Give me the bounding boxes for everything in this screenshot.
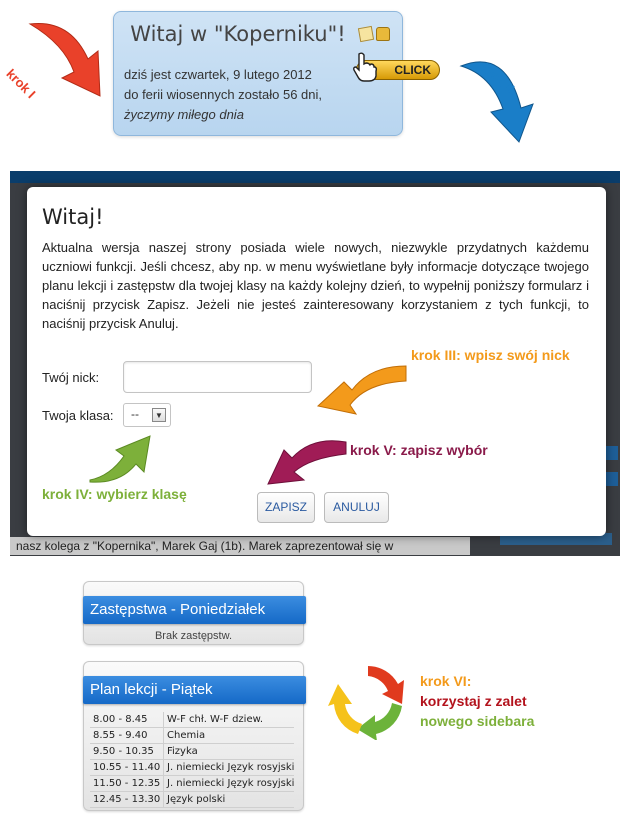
step4-label: krok IV: wybierz klasę xyxy=(42,486,187,502)
schedule-time: 12.45 - 13.30 xyxy=(93,794,161,805)
schedule-time: 8.55 - 9.40 xyxy=(93,730,148,741)
chevron-down-icon[interactable]: ▼ xyxy=(152,408,166,422)
step6-line3: nowego sidebara xyxy=(420,713,535,729)
schedule-row xyxy=(90,712,294,728)
step6-line1: krok VI: xyxy=(420,673,472,689)
schedule-time: 8.00 - 8.45 xyxy=(93,714,148,725)
edit-icon[interactable] xyxy=(358,26,374,42)
step5-label: krok V: zapisz wybór xyxy=(350,442,488,458)
step4-arrow-icon xyxy=(88,432,158,484)
cycle-arrows-icon xyxy=(328,660,408,740)
schedule-widget xyxy=(83,661,304,811)
click-badge: CLICK xyxy=(356,60,440,80)
modal-description: Aktualna wersja naszej strony posiada wiele nowych, niezwykle przydatnych każdemu uczniowi funkcji. Jeśli chcesz, aby np. w menu wyświetlane były informacje dotyczące twojego planu lekcji i zastępstw dla twojej klasy na każdy kolejny dzień, to wypełnij poniższy formularz i naciśnij przycisk Zapisz. Jeżeli nie jesteś zainteresowany korzystaniem z tych funkcji, to naciśnij przycisk Anuluj. xyxy=(42,240,589,331)
step5-arrow-icon xyxy=(262,434,348,486)
substitutions-widget xyxy=(83,581,304,645)
class-label: Twoja klasa: xyxy=(42,408,114,423)
schedule-row xyxy=(90,792,294,808)
welcome-wish: życzymy miłego dnia xyxy=(124,107,244,122)
welcome-tools xyxy=(359,27,390,41)
schedule-time: 9.50 - 10.35 xyxy=(93,746,154,757)
schedule-row xyxy=(90,728,294,744)
substitutions-empty: Brak zastępstw. xyxy=(154,630,233,642)
nick-input[interactable] xyxy=(123,361,312,393)
schedule-subject: Język polski xyxy=(167,794,226,805)
welcome-title: Witaj w "Koperniku"! xyxy=(130,22,346,46)
hand-cursor-icon xyxy=(352,52,378,82)
lock-icon[interactable] xyxy=(376,27,390,41)
cancel-button[interactable]: ANULUJ xyxy=(324,492,389,523)
step6-line2: korzystaj z zalet xyxy=(420,693,527,709)
save-button[interactable]: ZAPISZ xyxy=(257,492,315,523)
schedule-subject: Chemia xyxy=(167,730,206,741)
step2-arrow-icon xyxy=(455,48,547,144)
welcome-date: dziś jest czwartek, 9 lutego 2012 xyxy=(124,67,312,82)
welcome-countdown: do ferii wiosennych zostało 56 dni, xyxy=(124,87,323,102)
step6-label xyxy=(420,671,534,731)
schedule-subject: W-F chł. W-F dziew. xyxy=(167,714,264,725)
schedule-row xyxy=(90,760,294,776)
step3-label: krok III: wpisz swój nick xyxy=(411,347,570,363)
class-select[interactable] xyxy=(123,403,171,427)
substitutions-header[interactable]: Zastępstwa - Poniedziałek xyxy=(83,596,306,624)
schedule-row xyxy=(90,776,294,792)
schedule-row xyxy=(90,744,294,760)
step3-arrow-icon xyxy=(314,360,414,416)
nick-label: Twój nick: xyxy=(42,370,100,385)
step2-label: krok II xyxy=(478,60,518,97)
schedule-subject: J. niemiecki Język rosyjski xyxy=(167,778,295,789)
step1-label: krok I xyxy=(3,66,39,102)
modal-title: Witaj! xyxy=(42,205,104,229)
schedule-subject: Fizyka xyxy=(167,746,198,757)
schedule-time: 10.55 - 11.40 xyxy=(93,762,161,773)
background-article-text: nasz kolega z "Kopernika", Marek Gaj (1b). Marek zaprezentował się w xyxy=(10,537,470,555)
class-select-value: -- xyxy=(131,407,139,421)
schedule-time: 11.50 - 12.35 xyxy=(93,778,161,789)
schedule-subject: J. niemiecki Język rosyjski xyxy=(167,762,295,773)
schedule-header[interactable]: Plan lekcji - Piątek xyxy=(83,676,306,704)
background-topbar xyxy=(10,171,620,183)
